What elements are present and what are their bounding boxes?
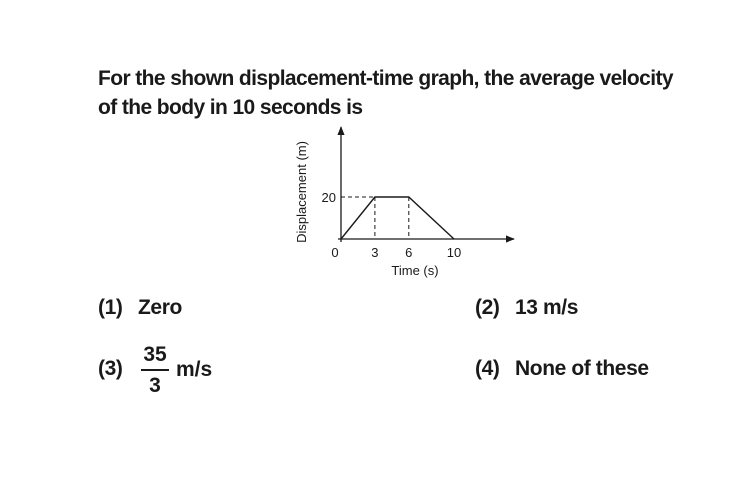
option-1-number: (1)	[98, 296, 123, 319]
option-2-text: 13 m/s	[515, 296, 578, 319]
option-3-fraction[interactable]	[141, 344, 169, 397]
option-1[interactable]	[98, 296, 182, 320]
option-2[interactable]	[475, 296, 578, 320]
option-4-number: (4)	[475, 357, 500, 380]
y-axis-label: Displacement (m)	[294, 141, 309, 243]
option-1-text: Zero	[138, 296, 182, 319]
displacement-series-line	[341, 197, 454, 239]
fraction-denominator: 3	[149, 374, 161, 397]
option-4-text: None of these	[515, 357, 649, 380]
option-2-number: (2)	[475, 296, 500, 319]
option-3-unit[interactable]: m/s	[176, 358, 213, 381]
fraction-numerator: 35	[143, 343, 167, 366]
x-tick-label-3: 3	[371, 245, 379, 260]
option-3-number[interactable]: (3)	[98, 357, 123, 380]
y-tick-label-20: 20	[321, 190, 336, 205]
x-tick-label-6: 6	[405, 245, 413, 260]
fraction-bar	[141, 369, 169, 371]
option-4[interactable]	[475, 357, 649, 381]
question-line-1: For the shown displacement-time graph, the average velocity	[98, 67, 673, 90]
x-tick-label-10: 10	[446, 245, 462, 260]
question-line-2: of the body in 10 seconds is	[98, 96, 363, 119]
x-axis-label: Time (s)	[391, 263, 439, 278]
x-tick-label-0: 0	[331, 245, 339, 260]
